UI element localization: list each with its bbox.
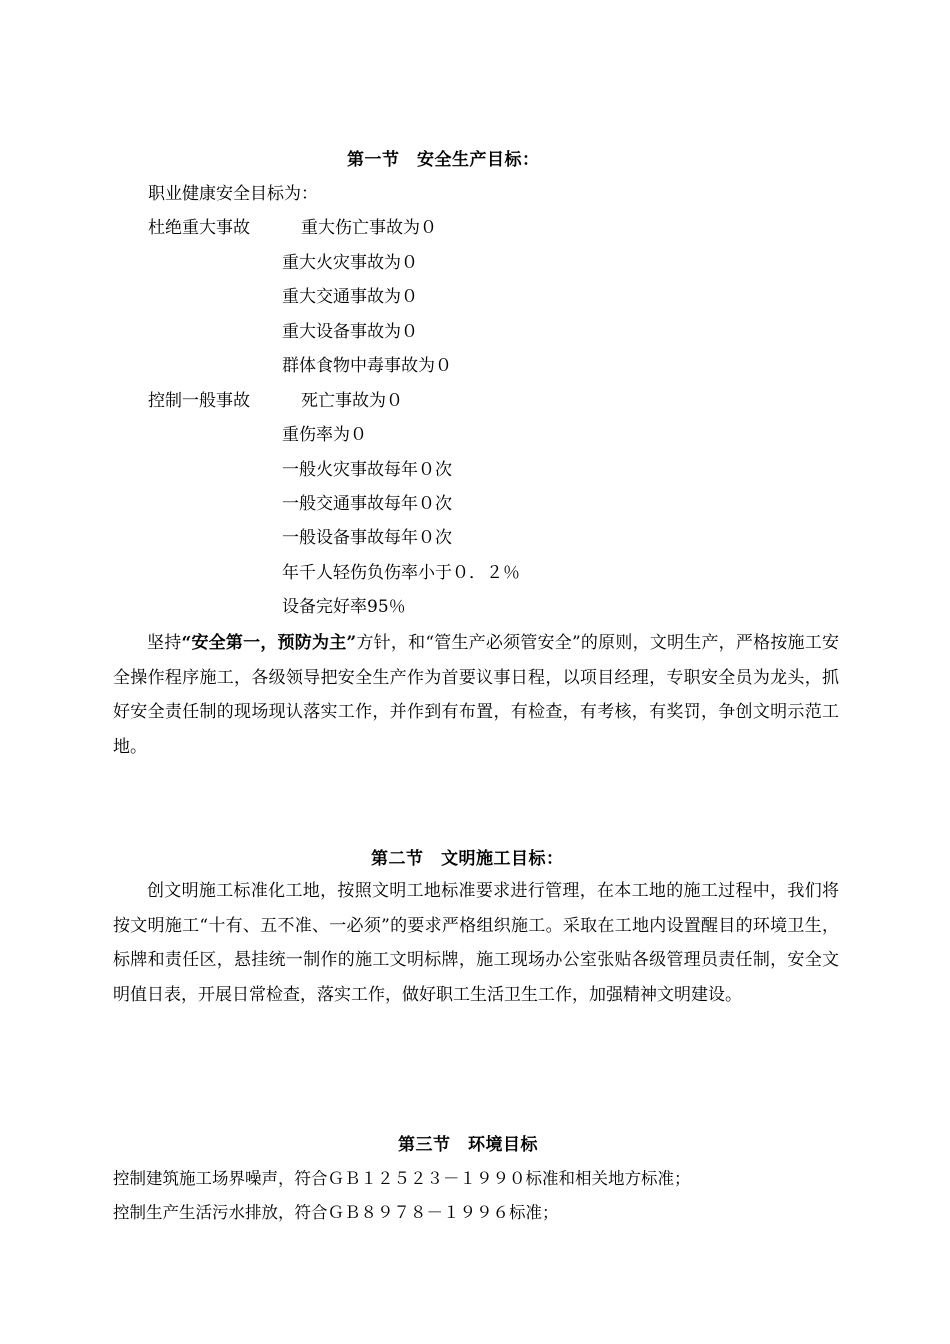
group-2-item: 一般设备事故每年０次 xyxy=(282,528,452,548)
para-prefix: 坚持 xyxy=(147,633,182,653)
para-bold-motto: “安全第一，预防为主” xyxy=(181,633,357,653)
group-2-item: 一般交通事故每年０次 xyxy=(282,494,452,514)
section-1-title: 第一节 安全生产目标： xyxy=(347,150,540,170)
group-2-item: 一般火灾事故每年０次 xyxy=(282,460,452,480)
group-1-label: 杜绝重大事故 xyxy=(148,218,250,238)
group-2-label: 控制一般事故 xyxy=(148,391,250,411)
section-2-title: 第二节 文明施工目标： xyxy=(371,849,564,869)
group-2-item: 设备完好率95％ xyxy=(282,597,406,617)
group-2-item: 死亡事故为０ xyxy=(301,391,403,411)
section-1-intro: 职业健康安全目标为： xyxy=(148,184,318,204)
group-1-item: 重大交通事故为０ xyxy=(282,287,418,307)
section-1-paragraph xyxy=(113,626,839,764)
group-1-item: 重大设备事故为０ xyxy=(282,322,418,342)
para-rest: 方针，和“管生产必须管安全”的原则，文明生产，严格按施工安全操作程序施工，各级领导把安全生产作为首要议事日程，以项目经理，专职安全员为龙头，抓好安全责任制的现场现认落实工作，并作到有布置，有检查，有考核，有奖罚，争创文明示范工地。 xyxy=(113,633,839,757)
group-1-item: 重大伤亡事故为０ xyxy=(301,218,437,238)
section-3-line: 控制建筑施工场界噪声，符合ＧＢ１２５２３－１９９０标准和相关地方标准； xyxy=(113,1169,691,1188)
group-1-item: 重大火灾事故为０ xyxy=(282,253,418,273)
group-1-item: 群体食物中毒事故为０ xyxy=(282,356,452,376)
group-2-item: 重伤率为０ xyxy=(282,425,367,445)
section-3-title: 第三节 环境目标 xyxy=(398,1135,538,1155)
group-2-item: 年千人轻伤负伤率小于０．２％ xyxy=(282,563,520,583)
section-2-paragraph: 创文明施工标准化工地，按照文明工地标准要求进行管理，在本工地的施工过程中，我们将按文明施工“十有、五不准、一必须”的要求严格组织施工。采取在工地内设置醒目的环境卫生，标牌和责任区，悬挂统一制作的施工文明标牌，施工现场办公室张贴各级管理员责任制，安全文明值日表，开展日常检查，落实工作，做好职工生活卫生工作，加强精神文明建设。 xyxy=(113,881,839,1005)
section-3-line: 控制生产生活污水排放，符合ＧＢ８９７８－１９９６标准； xyxy=(113,1203,559,1222)
